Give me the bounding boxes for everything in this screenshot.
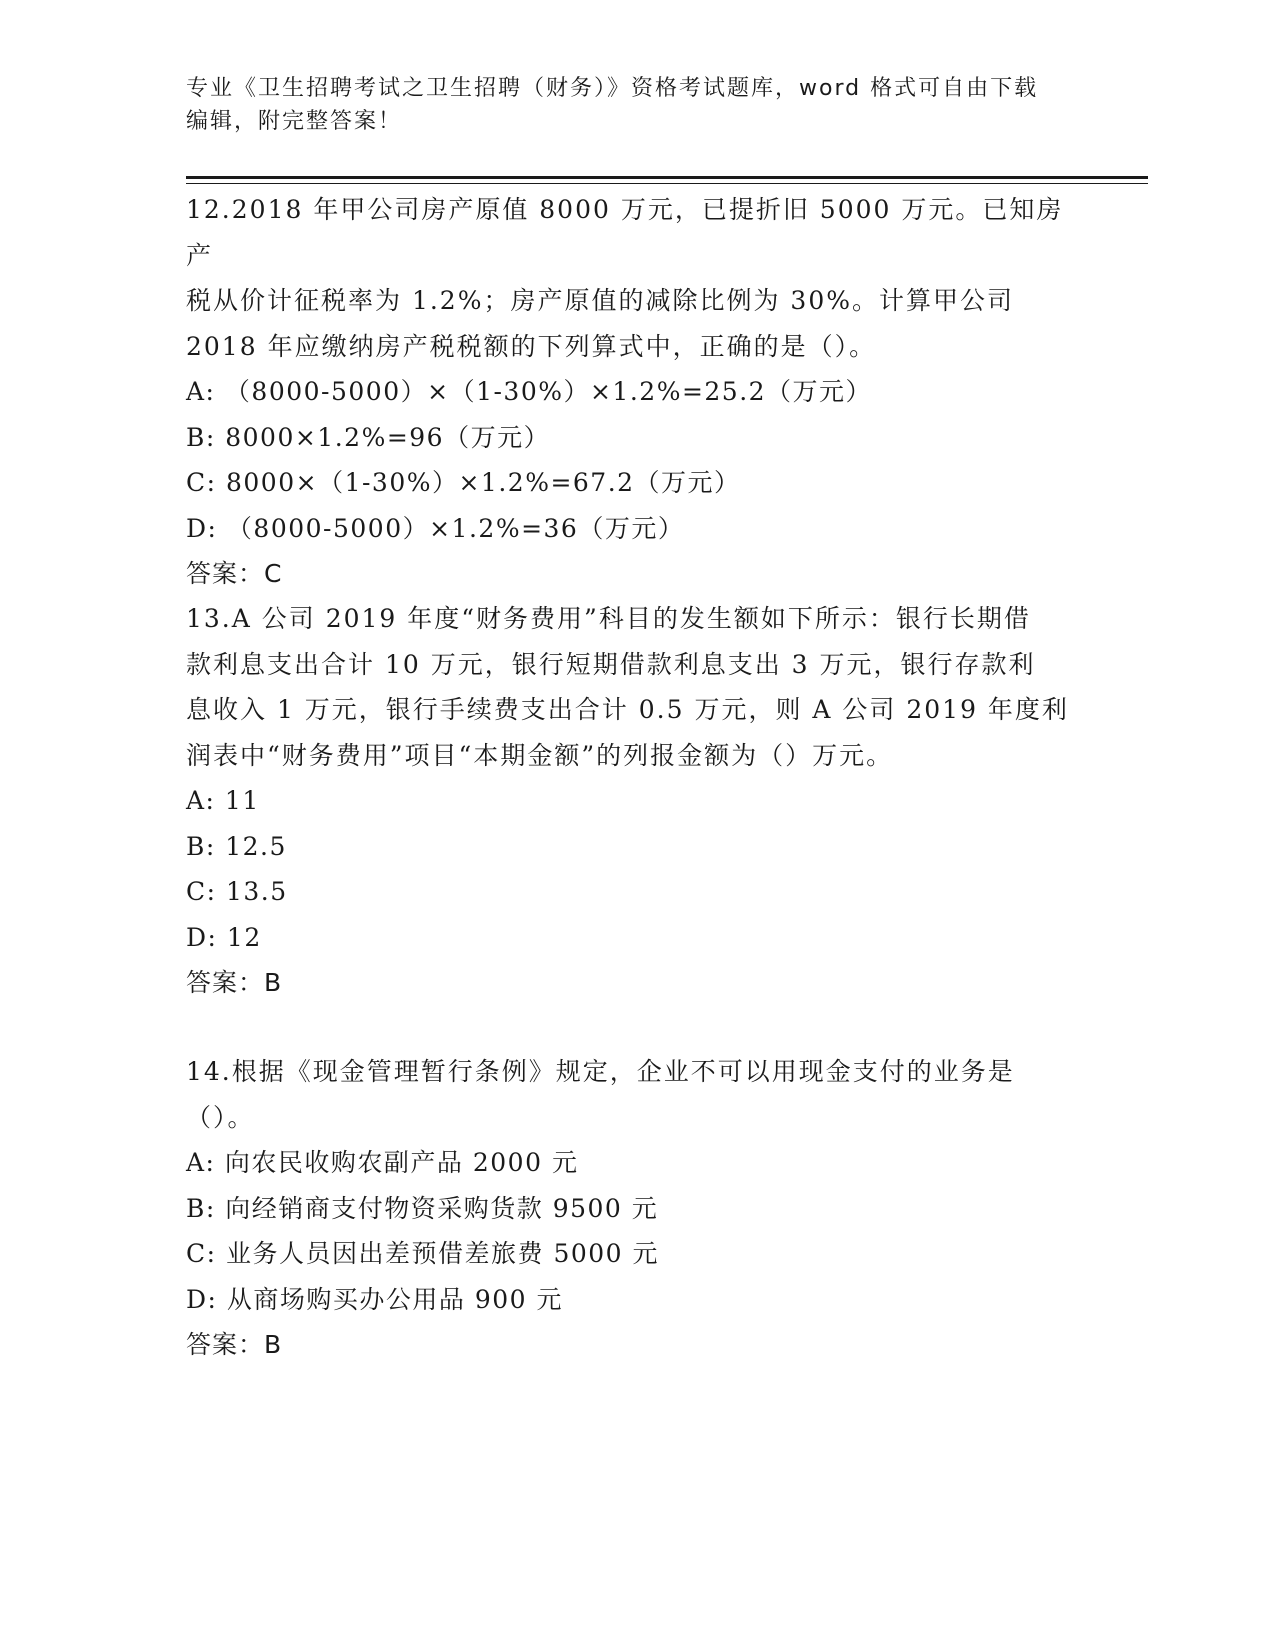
option-d: D: 从商场购买办公用品 900 元	[186, 1284, 564, 1314]
question-stem	[186, 596, 1086, 778]
question-stem	[186, 1049, 1086, 1140]
question-stem-line: 息收入 1 万元，银行手续费支出合计 0.5 万元，则 A 公司 2019 年度利	[186, 695, 1069, 724]
question-13	[186, 596, 1086, 1006]
question-stem	[186, 187, 1086, 369]
answer-label: 答案：B	[186, 1330, 283, 1359]
question-12	[186, 187, 1086, 597]
question-stem-line: 12.2018 年甲公司房产原值 8000 万元，已提折旧 5000 万元。已知房产	[186, 195, 1064, 270]
question-14	[186, 1049, 1086, 1368]
question-stem-line: 润表中“财务费用”项目“本期金额”的列报金额为（）万元。	[186, 740, 894, 770]
option-a: A: 向农民收购农副产品 2000 元	[186, 1148, 579, 1177]
option-a: A: （8000-5000）×（1-30%）×1.2%=25.2（万元）	[186, 377, 873, 406]
header-line-1: 专业《卫生招聘考试之卫生招聘（财务）》资格考试题库，word 格式可自由下载	[186, 76, 1039, 101]
option-d: D: （8000-5000）×1.2%=36（万元）	[186, 513, 685, 543]
answer-label: 答案：B	[186, 968, 283, 997]
option-c: C: 13.5	[186, 877, 288, 906]
option-d: D: 12	[186, 922, 262, 952]
header-line-2: 编辑，附完整答案！	[186, 109, 403, 134]
question-stem-line: （）。	[186, 1102, 255, 1132]
question-stem-line: 14.根据《现金管理暂行条例》规定，企业不可以用现金支付的业务是	[186, 1057, 1015, 1086]
header-rule-thin	[186, 183, 1148, 184]
document-header	[186, 72, 1066, 138]
header-rule-thick	[186, 176, 1148, 179]
answer-label: 答案：C	[186, 559, 283, 588]
question-stem-line: 款利息支出合计 10 万元，银行短期借款利息支出 3 万元，银行存款利	[186, 649, 1036, 679]
question-stem-line: 2018 年应缴纳房产税税额的下列算式中，正确的是（）。	[186, 331, 877, 361]
option-a: A: 11	[186, 786, 260, 815]
option-b: B: 12.5	[186, 831, 287, 861]
option-c: C: 业务人员因出差预借差旅费 5000 元	[186, 1239, 660, 1268]
question-stem-line: 税从价计征税率为 1.2%；房产原值的减除比例为 30%。计算甲公司	[186, 286, 1014, 315]
option-c: C: 8000×（1-30%）×1.2%=67.2（万元）	[186, 468, 741, 497]
question-stem-line: 13.A 公司 2019 年度“财务费用”科目的发生额如下所示：银行长期借	[186, 604, 1031, 633]
option-b: B: 8000×1.2%=96（万元）	[186, 422, 551, 452]
option-b: B: 向经销商支付物资采购货款 9500 元	[186, 1193, 659, 1223]
